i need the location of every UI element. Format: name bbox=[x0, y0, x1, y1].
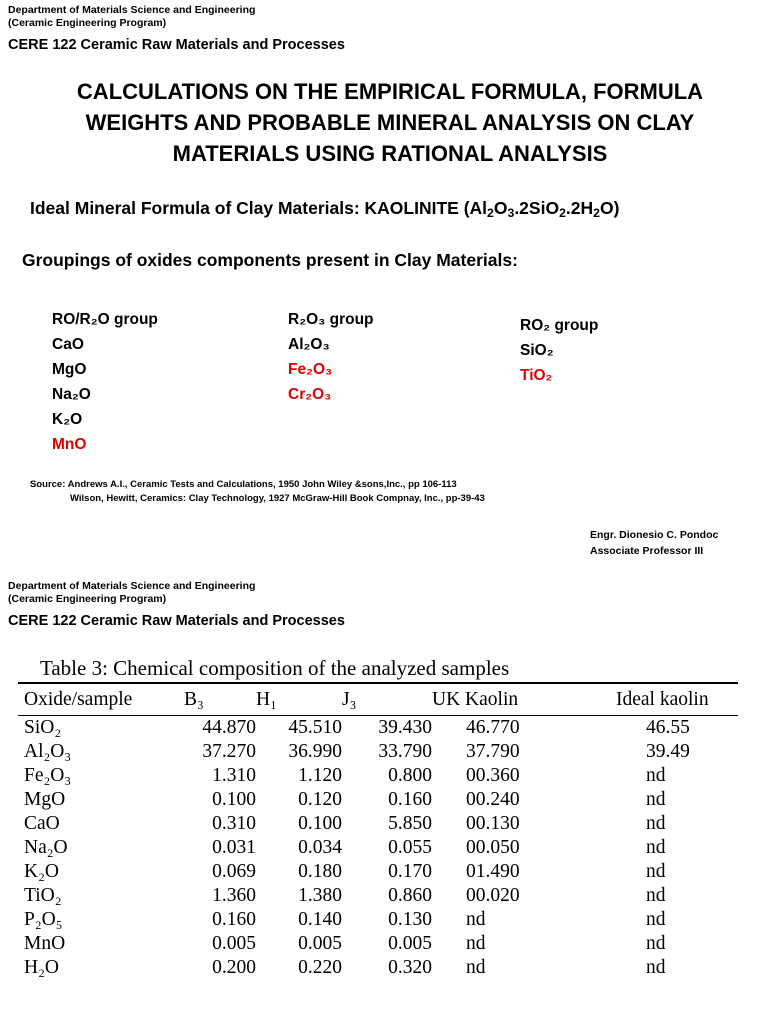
course-title: CERE 122 Ceramic Raw Materials and Processes bbox=[8, 37, 345, 53]
cell-j3: 33.790 bbox=[378, 741, 432, 762]
cell-oxide: Al₂O₃ bbox=[24, 741, 72, 762]
composition-table-figure bbox=[18, 654, 738, 980]
source-line-1: Source: Andrews A.I., Ceramic Tests and Calculations, 1950 John Wiley &sons,Inc., pp 106-113 bbox=[30, 479, 457, 490]
program-name: (Ceramic Engineering Program) bbox=[8, 17, 167, 29]
cell-ideal-kaolin: 39.49 bbox=[646, 741, 690, 762]
table-row bbox=[18, 764, 738, 788]
cell-j3: 0.320 bbox=[388, 957, 432, 978]
cell-oxide: K₂O bbox=[24, 861, 59, 882]
title-line-3: MATERIALS USING RATIONAL ANALYSIS bbox=[172, 141, 608, 166]
oxide-k2o: K₂O bbox=[52, 411, 83, 428]
author-block bbox=[590, 527, 718, 559]
cell-h1: 45.510 bbox=[288, 717, 342, 738]
source-citation bbox=[30, 478, 485, 506]
ro-r2o-group bbox=[52, 307, 158, 457]
cell-ideal-kaolin: nd bbox=[646, 765, 666, 786]
title-line-2: WEIGHTS AND PROBABLE MINERAL ANALYSIS ON CLAY bbox=[85, 110, 695, 135]
source-line-2: Wilson, Hewitt, Ceramics: Clay Technology, 1927 McGraw-Hill Book Compnay, Inc., pp-39-43 bbox=[70, 493, 485, 504]
ideal-mineral-formula bbox=[30, 198, 619, 219]
slide-title bbox=[20, 76, 760, 169]
table-row bbox=[18, 740, 738, 764]
oxide-tio2: TiO₂ bbox=[520, 367, 553, 384]
cell-uk-kaolin: 46.770 bbox=[466, 717, 520, 738]
header-j3: J₃ bbox=[342, 689, 357, 710]
department-header bbox=[8, 4, 255, 30]
r2o3-group bbox=[288, 307, 374, 407]
oxide-na2o: Na₂O bbox=[52, 386, 91, 403]
cell-oxide: Fe₂O₃ bbox=[24, 765, 72, 786]
table-row bbox=[18, 884, 738, 908]
cell-oxide: P₂O₅ bbox=[24, 909, 63, 930]
cell-h1: 0.140 bbox=[298, 909, 342, 930]
cell-j3: 0.860 bbox=[388, 885, 432, 906]
table-row bbox=[18, 908, 738, 932]
cell-ideal-kaolin: nd bbox=[646, 861, 666, 882]
cell-oxide: CaO bbox=[24, 813, 60, 834]
header-oxide-sample: Oxide/sample bbox=[24, 689, 133, 710]
kaolinite-formula: $Al_2O_3.2SiO_2.2H_2O$) bbox=[469, 198, 620, 221]
cell-b3: 0.031 bbox=[212, 837, 256, 858]
cell-h1: 0.120 bbox=[298, 789, 342, 810]
group-heading-r2o3: R₂O₃ group bbox=[288, 311, 374, 328]
cell-b3: 0.100 bbox=[212, 789, 256, 810]
cell-h1: 0.220 bbox=[298, 957, 342, 978]
oxide-mgo: MgO bbox=[52, 361, 87, 378]
department-header bbox=[8, 580, 255, 606]
header-uk-kaolin: UK Kaolin bbox=[432, 689, 519, 710]
cell-h1: 0.005 bbox=[298, 933, 342, 954]
ro2-group bbox=[520, 313, 598, 388]
cell-b3: 44.870 bbox=[202, 717, 256, 738]
cell-j3: 0.160 bbox=[388, 789, 432, 810]
header-b3: B₃ bbox=[184, 689, 204, 710]
cell-ideal-kaolin: 46.55 bbox=[646, 717, 690, 738]
cell-oxide: MnO bbox=[24, 933, 66, 954]
cell-b3: 0.160 bbox=[212, 909, 256, 930]
cell-ideal-kaolin: nd bbox=[646, 789, 666, 810]
slide-chemical-composition bbox=[0, 576, 768, 1024]
cell-j3: 0.130 bbox=[388, 909, 432, 930]
oxide-cr2o3: Cr₂O₃ bbox=[288, 386, 332, 403]
cell-h1: 36.990 bbox=[288, 741, 342, 762]
cell-b3: 0.005 bbox=[212, 933, 256, 954]
author-name: Engr. Dionesio C. Pondoc bbox=[590, 529, 719, 541]
cell-oxide: SiO₂ bbox=[24, 717, 62, 738]
cell-ideal-kaolin: nd bbox=[646, 957, 666, 978]
cell-oxide: TiO₂ bbox=[24, 885, 62, 906]
table-row bbox=[18, 860, 738, 884]
group-heading-ro2: RO₂ group bbox=[520, 317, 599, 334]
table-header-row bbox=[18, 684, 738, 715]
cell-h1: 1.380 bbox=[298, 885, 342, 906]
oxide-al2o3: Al₂O₃ bbox=[288, 336, 330, 353]
table-row bbox=[18, 788, 738, 812]
cell-h1: 0.180 bbox=[298, 861, 342, 882]
cell-uk-kaolin: 00.050 bbox=[466, 837, 520, 858]
cell-uk-kaolin: 00.240 bbox=[466, 789, 520, 810]
group-heading-ro-r2o: RO/R₂O group bbox=[52, 311, 158, 328]
cell-j3: 0.005 bbox=[388, 933, 432, 954]
cell-b3: 0.200 bbox=[212, 957, 256, 978]
cell-b3: 1.360 bbox=[212, 885, 256, 906]
cell-h1: 1.120 bbox=[298, 765, 342, 786]
cell-h1: 0.034 bbox=[298, 837, 342, 858]
groupings-heading: Groupings of oxides components present in Clay Materials: bbox=[22, 250, 518, 270]
cell-uk-kaolin: 37.790 bbox=[466, 741, 520, 762]
oxide-mno: MnO bbox=[52, 436, 87, 453]
department-name: Department of Materials Science and Engineering bbox=[8, 580, 256, 592]
cell-ideal-kaolin: nd bbox=[646, 885, 666, 906]
composition-table bbox=[18, 684, 738, 980]
cell-ideal-kaolin: nd bbox=[646, 909, 666, 930]
cell-oxide: H₂O bbox=[24, 957, 59, 978]
course-title: CERE 122 Ceramic Raw Materials and Processes bbox=[8, 613, 345, 629]
cell-j3: 0.800 bbox=[388, 765, 432, 786]
cell-uk-kaolin: 00.020 bbox=[466, 885, 520, 906]
table-row bbox=[18, 932, 738, 956]
cell-j3: 0.170 bbox=[388, 861, 432, 882]
oxide-cao: CaO bbox=[52, 336, 84, 353]
table-row bbox=[18, 956, 738, 980]
cell-b3: 1.310 bbox=[212, 765, 256, 786]
cell-b3: 0.310 bbox=[212, 813, 256, 834]
header-ideal-kaolin: Ideal kaolin bbox=[616, 689, 709, 710]
table-caption: Table 3: Chemical composition of the analyzed samples bbox=[40, 656, 510, 680]
author-title: Associate Professor III bbox=[590, 545, 704, 557]
department-name: Department of Materials Science and Engineering bbox=[8, 4, 256, 16]
cell-b3: 0.069 bbox=[212, 861, 256, 882]
cell-uk-kaolin: nd bbox=[466, 957, 486, 978]
title-line-1: CALCULATIONS ON THE EMPIRICAL FORMULA, FORMULA bbox=[76, 79, 704, 104]
header-h1: H₁ bbox=[256, 689, 277, 710]
table-row bbox=[18, 836, 738, 860]
program-name: (Ceramic Engineering Program) bbox=[8, 593, 167, 605]
cell-uk-kaolin: nd bbox=[466, 933, 486, 954]
cell-j3: 5.850 bbox=[388, 813, 432, 834]
cell-uk-kaolin: 01.490 bbox=[466, 861, 520, 882]
table-row bbox=[18, 812, 738, 836]
cell-j3: 0.055 bbox=[388, 837, 432, 858]
table-body bbox=[18, 716, 738, 980]
cell-ideal-kaolin: nd bbox=[646, 837, 666, 858]
oxide-fe2o3: Fe₂O₃ bbox=[288, 361, 333, 378]
cell-b3: 37.270 bbox=[202, 741, 256, 762]
oxide-sio2: SiO₂ bbox=[520, 342, 554, 359]
cell-uk-kaolin: nd bbox=[466, 909, 486, 930]
cell-j3: 39.430 bbox=[378, 717, 432, 738]
table-row bbox=[18, 716, 738, 740]
cell-ideal-kaolin: nd bbox=[646, 933, 666, 954]
ideal-formula-prefix: Ideal Mineral Formula of Clay Materials: KAOLINITE ( bbox=[30, 198, 470, 218]
cell-uk-kaolin: 00.360 bbox=[466, 765, 520, 786]
cell-oxide: MgO bbox=[24, 789, 66, 810]
cell-h1: 0.100 bbox=[298, 813, 342, 834]
cell-ideal-kaolin: nd bbox=[646, 813, 666, 834]
cell-oxide: Na₂O bbox=[24, 837, 68, 858]
cell-uk-kaolin: 00.130 bbox=[466, 813, 520, 834]
